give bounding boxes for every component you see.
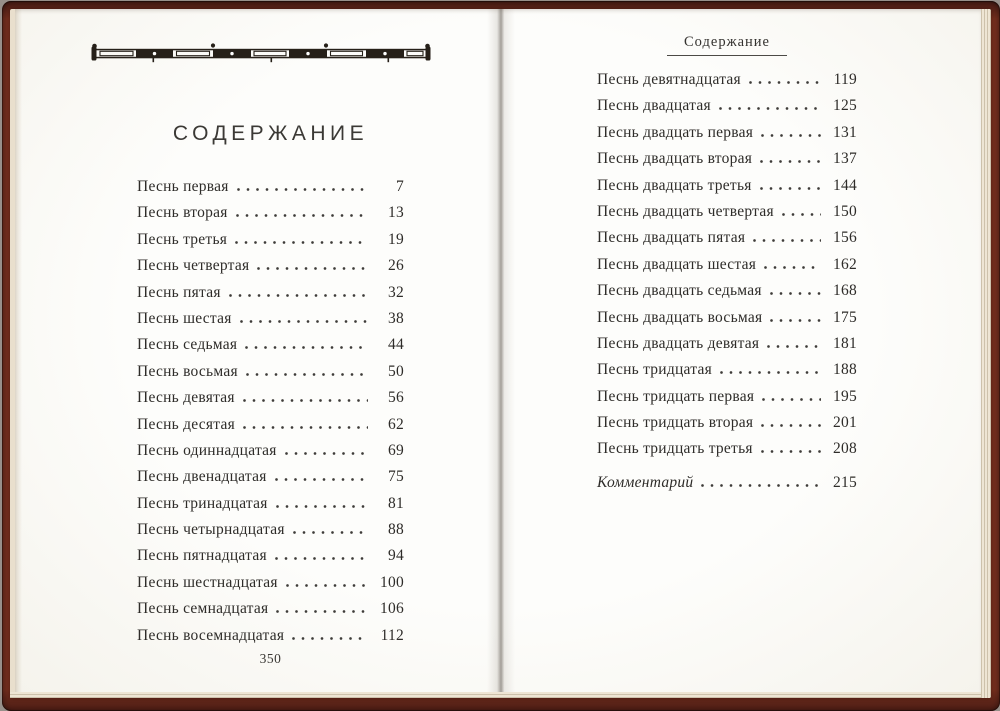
toc-entry-page: 75	[388, 468, 404, 486]
toc-entry-label: Песнь двадцать первая	[597, 123, 754, 141]
toc-entry-page: 81	[388, 494, 404, 512]
toc-entry-page: 144	[833, 176, 857, 194]
book-cover	[2, 1, 1000, 711]
toc-entry-label: Песнь одиннадцатая	[137, 441, 277, 459]
folio-page-number: 350	[259, 651, 282, 666]
toc-entry	[597, 225, 857, 251]
toc-entry	[597, 93, 857, 119]
toc-entry-label: Песнь тридцать первая	[597, 387, 755, 405]
running-head-wrap	[597, 33, 857, 56]
toc-entry	[597, 470, 857, 496]
toc-entry-label: Песнь шестая	[137, 309, 232, 327]
toc-entry-page: 168	[833, 282, 857, 300]
toc-entry-label: Песнь двадцать четвертая	[597, 202, 774, 220]
toc-entry-label: Песнь третья	[137, 230, 228, 248]
toc-entry	[597, 357, 857, 383]
toc-entry-label: Песнь пятнадцатая	[137, 547, 267, 565]
toc-entry-label: Песнь восьмая	[137, 362, 238, 380]
toc-entry	[597, 305, 857, 331]
toc-entry-label: Песнь четвертая	[137, 257, 250, 275]
toc-entry-label: Песнь двадцатая	[597, 97, 711, 115]
toc-entry-label: Песнь двадцать девятая	[597, 334, 760, 352]
toc-entry-label: Песнь тринадцатая	[137, 494, 268, 512]
toc-entry	[597, 67, 857, 93]
toc-entry-page: 131	[833, 123, 857, 141]
toc-entry-label: Песнь тридцать третья	[597, 440, 753, 458]
toc-entry-page: 38	[388, 309, 404, 327]
toc-entry-page: 69	[388, 441, 404, 459]
toc-entry	[597, 278, 857, 304]
toc-entry-label: Песнь первая	[137, 178, 229, 195]
toc-entry-page: 100	[380, 573, 404, 591]
toc-entry-page: 215	[833, 473, 857, 491]
toc-entry-page: 62	[388, 415, 404, 433]
toc-entry	[597, 120, 857, 146]
toc-entry-page: 195	[833, 387, 857, 405]
toc-entry-label: Песнь девятая	[137, 389, 235, 407]
toc-entry-label: Песнь четырнадцатая	[137, 521, 285, 539]
toc-entry	[597, 436, 857, 462]
open-spread	[15, 9, 981, 692]
right-page	[15, 9, 981, 692]
toc-entry-page: 112	[380, 626, 404, 644]
toc-entry	[597, 410, 857, 436]
toc-entry-label: Песнь двенадцатая	[137, 468, 267, 486]
toc-entry-page: 175	[833, 308, 857, 326]
toc-entry	[597, 199, 857, 225]
toc-entry-page: 26	[388, 257, 404, 275]
toc-entry-label: Песнь двадцать восьмая	[597, 308, 763, 326]
toc-entry-page: 44	[388, 336, 404, 354]
toc-entry-page: 181	[833, 334, 857, 352]
toc-entry-label: Песнь тридцатая	[597, 361, 712, 379]
toc-entry-page: 150	[833, 202, 857, 220]
page-edges-bottom	[10, 692, 981, 698]
toc-entry-page: 13	[388, 204, 404, 222]
toc-entry	[597, 384, 857, 410]
toc-list-right	[597, 67, 857, 496]
toc-entry-label: Песнь десятая	[137, 415, 235, 433]
toc-entry-label: Песнь девятнадцатая	[597, 71, 741, 88]
toc-entry-page: 119	[833, 71, 857, 88]
toc-entry-label: Песнь вторая	[137, 204, 228, 222]
toc-entry-label: Песнь двадцать седьмая	[597, 282, 762, 300]
toc-entry-page: 56	[388, 389, 404, 407]
toc-entry-label: Песнь семнадцатая	[137, 600, 269, 618]
toc-entry	[597, 252, 857, 278]
toc-entry-page: 137	[833, 150, 857, 168]
toc-entry	[597, 173, 857, 199]
toc-entry-label: Песнь пятая	[137, 283, 221, 301]
toc-entry	[597, 331, 857, 357]
toc-entry	[597, 146, 857, 172]
toc-entry-label: Песнь шестнадцатая	[137, 573, 278, 591]
running-head: Содержание	[667, 34, 787, 56]
toc-entry-page: 188	[833, 361, 857, 379]
toc-entry-page: 156	[833, 229, 857, 247]
toc-entry-label: Песнь двадцать шестая	[597, 255, 757, 273]
toc-entry-page: 94	[388, 547, 404, 565]
toc-entry-label: Песнь двадцать третья	[597, 176, 752, 194]
toc-entry-page: 162	[833, 255, 857, 273]
toc-entry-page: 32	[388, 283, 404, 301]
toc-entry-page: 106	[380, 600, 404, 618]
toc-entry-page: 208	[833, 440, 857, 458]
contents-title: СОДЕРЖАНИЕ	[172, 122, 369, 145]
toc-entry-label: Песнь восемнадцатая	[137, 626, 285, 644]
toc-entry-label: Песнь тридцать вторая	[597, 414, 754, 432]
toc-entry-page: 19	[388, 230, 404, 248]
toc-entry-page: 201	[833, 414, 857, 432]
toc-entry-page: 7	[396, 178, 404, 195]
toc-entry-page: 50	[388, 362, 404, 380]
toc-entry-page: 88	[388, 521, 404, 539]
toc-entry-label: Песнь двадцать пятая	[597, 229, 746, 247]
toc-entry-label: Песнь седьмая	[137, 336, 238, 354]
toc-entry-page: 125	[833, 97, 857, 115]
page-edges-right	[981, 9, 991, 698]
toc-entry-label: Комментарий	[597, 473, 694, 491]
toc-entry-label: Песнь двадцать вторая	[597, 150, 753, 168]
page-block	[10, 9, 991, 698]
